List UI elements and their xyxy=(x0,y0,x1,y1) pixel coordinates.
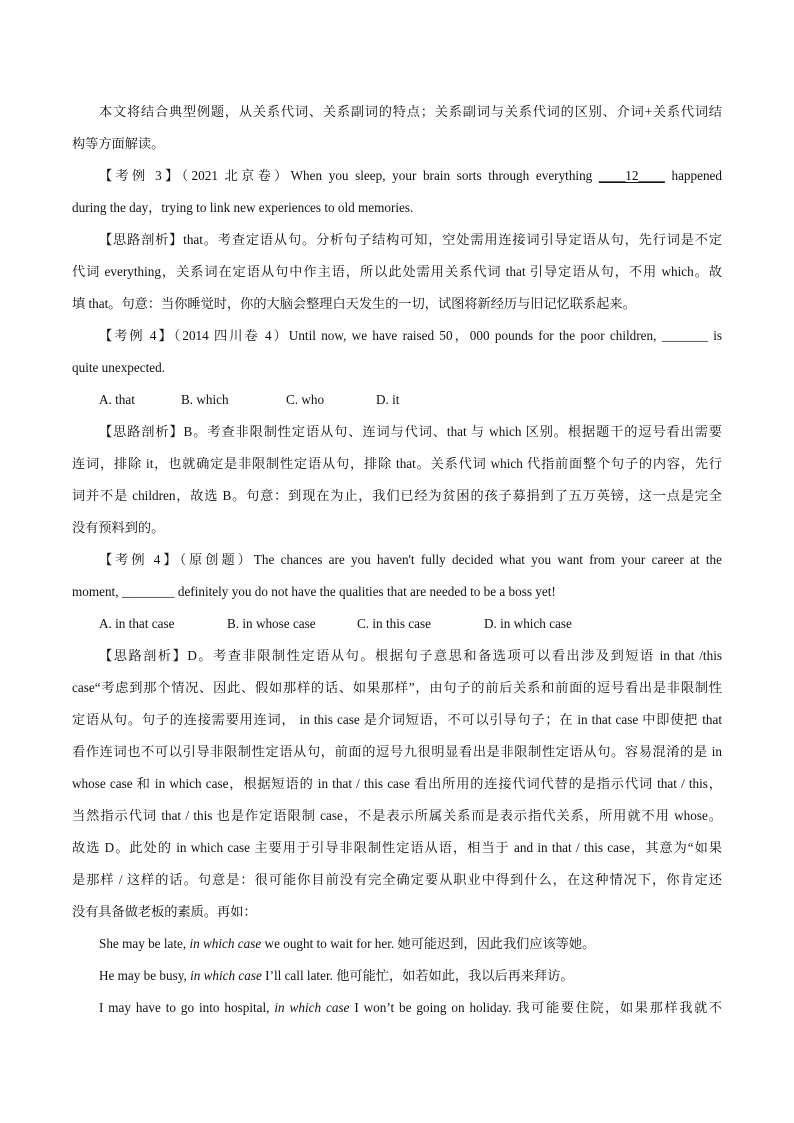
example-sentence-2-before: He may be busy, xyxy=(99,968,191,983)
example-2-question-line-2: quite unexpected. xyxy=(72,360,166,375)
example-3-analysis-line-4: 看作连词也不可以引导非限制性定语从句，前面的逗号九很明显看出是非限制性定语从句。容易混淆的是 in xyxy=(72,744,722,759)
example-sentence-1-before: She may be late, xyxy=(99,936,190,951)
example-3-analysis-line-7: 故选 D。此处的 in which case 主要用于引导非限制性定语从语，相当于 and in that / this case，其意为“如果 xyxy=(72,840,722,855)
example-3-analysis-line-8: 是那样 / 这样的话。句意是：很可能你目前没有完全确定要从职业中得到什么，在这种情况下，你肯定还 xyxy=(72,872,722,887)
intro-line-2: 构等方面解读。 xyxy=(72,136,165,151)
example-3-option-d: D. in which case xyxy=(484,616,572,631)
example-3-analysis-line-2: case“考虑到那个情况、因此、假如那样的话、如果那样”，由句子的前后关系和前面的逗号看出是非限制性 xyxy=(72,680,722,695)
example-2-analysis-line-2: 连词，排除 it，也就确定是非限制性定语从句，排除 that。关系代词 which 代指前面整个句子的内容，先行 xyxy=(72,456,722,471)
example-3-option-b: B. in whose case xyxy=(227,616,316,631)
example-2-question-line-1: 【考例 4】（2014 四川卷 4）Until now, we have raised 50，000 pounds for the poor children, _______ is xyxy=(99,328,722,343)
example-3-option-c: C. in this case xyxy=(357,616,431,631)
example-sentence-3-after: I won’t be going on holiday. 我可能要住院，如果那样我就不 xyxy=(349,1000,722,1015)
example-2-option-b: B. which xyxy=(181,392,229,407)
example-2-options xyxy=(72,384,722,416)
example-1-analysis-line-2: 代词 everything，关系词在定语从句中作主语，所以此处需用关系代词 that 引导定语从句，不用 which。故 xyxy=(72,264,722,279)
example-3-option-a: A. in that case xyxy=(99,616,175,631)
example-3-question-line-1: 【考例 4】（原创题）The chances are you haven't fully decided what you want from your career at the xyxy=(99,552,722,567)
example-sentence-1-after: we ought to wait for her. 她可能迟到，因此我们应该等她。 xyxy=(261,936,596,951)
example-3-analysis-line-3: 定语从句。句子的连接需要用连词， in this case 是介词短语，不可以引导句子；在 in that case 中即使把 that xyxy=(72,712,722,727)
example-sentence-1-phrase: in which case xyxy=(189,936,262,951)
example-sentence-3-phrase: in which case xyxy=(274,1000,350,1015)
example-1-question-tail: happened xyxy=(664,168,722,183)
example-1-analysis-line-1: 【思路剖析】that。考查定语从句。分析句子结构可知，空处需用连接词引导定语从句，先行词是不定 xyxy=(99,232,722,247)
example-3-analysis-line-6: 当然指示代词 that / this 也是作定语限制 case，不是表示所属关系而是表示指代关系，所用就不用 whose。 xyxy=(72,808,722,823)
example-sentence-3-before: I may have to go into hospital, xyxy=(99,1000,275,1015)
example-3-options xyxy=(72,608,722,640)
example-3-analysis-line-9: 没有具备做老板的素质。再如： xyxy=(72,904,257,919)
example-3-question-line-2: moment, ________ definitely you do not have the qualities that are needed to be a boss yet! xyxy=(72,584,556,599)
example-sentence-1 xyxy=(72,928,722,960)
example-1-question-line-2: during the day，trying to link new experiences to old memories. xyxy=(72,200,414,215)
example-2-option-c: C. who xyxy=(286,392,325,407)
example-3-analysis-line-1: 【思路剖析】D。考查非限制性定语从句。根据句子意思和备选项可以看出涉及到短语 in that /this xyxy=(99,648,722,663)
example-1-analysis-line-3: 填 that。句意：当你睡觉时，你的大脑会整理白天发生的一切，试图将新经历与旧记忆联系起来。 xyxy=(72,296,636,311)
example-2-option-d: D. it xyxy=(376,392,400,407)
example-1-answer-blank: ____12____ xyxy=(598,168,665,183)
example-3-analysis-line-5: whose case 和 in which case，根据短语的 in that / this case 看出所用的连接代词代替的是指示代词 that / this， xyxy=(72,776,722,791)
example-1-question-text: 【考例 3】（2021 北京卷）When you sleep, your brain sorts through everything xyxy=(99,168,599,183)
example-sentence-2-after: I’ll call later. 他可能忙，如若如此，我以后再来拜访。 xyxy=(261,968,574,983)
example-sentence-2-phrase: in which case xyxy=(190,968,262,983)
example-sentence-3 xyxy=(72,992,722,1024)
intro-line-1: 本文将结合典型例题，从关系代词、关系副词的特点；关系副词与关系代词的区别、介词+关系代词结 xyxy=(99,104,722,119)
example-1-question xyxy=(72,160,722,192)
example-2-analysis-line-1: 【思路剖析】B。考查非限制性定语从句、连词与代词、that 与 which 区别。根据题干的逗号看出需要 xyxy=(99,424,722,439)
example-sentence-2 xyxy=(72,960,722,992)
example-2-analysis-line-4: 没有预料到的。 xyxy=(72,520,165,535)
example-2-analysis-line-3: 词并不是 children，故选 B。句意：到现在为止，我们已经为贫困的孩子募捐到了五万英镑，这一点是完全 xyxy=(72,488,722,503)
example-2-option-a: A. that xyxy=(99,392,135,407)
document-page xyxy=(72,96,722,1024)
